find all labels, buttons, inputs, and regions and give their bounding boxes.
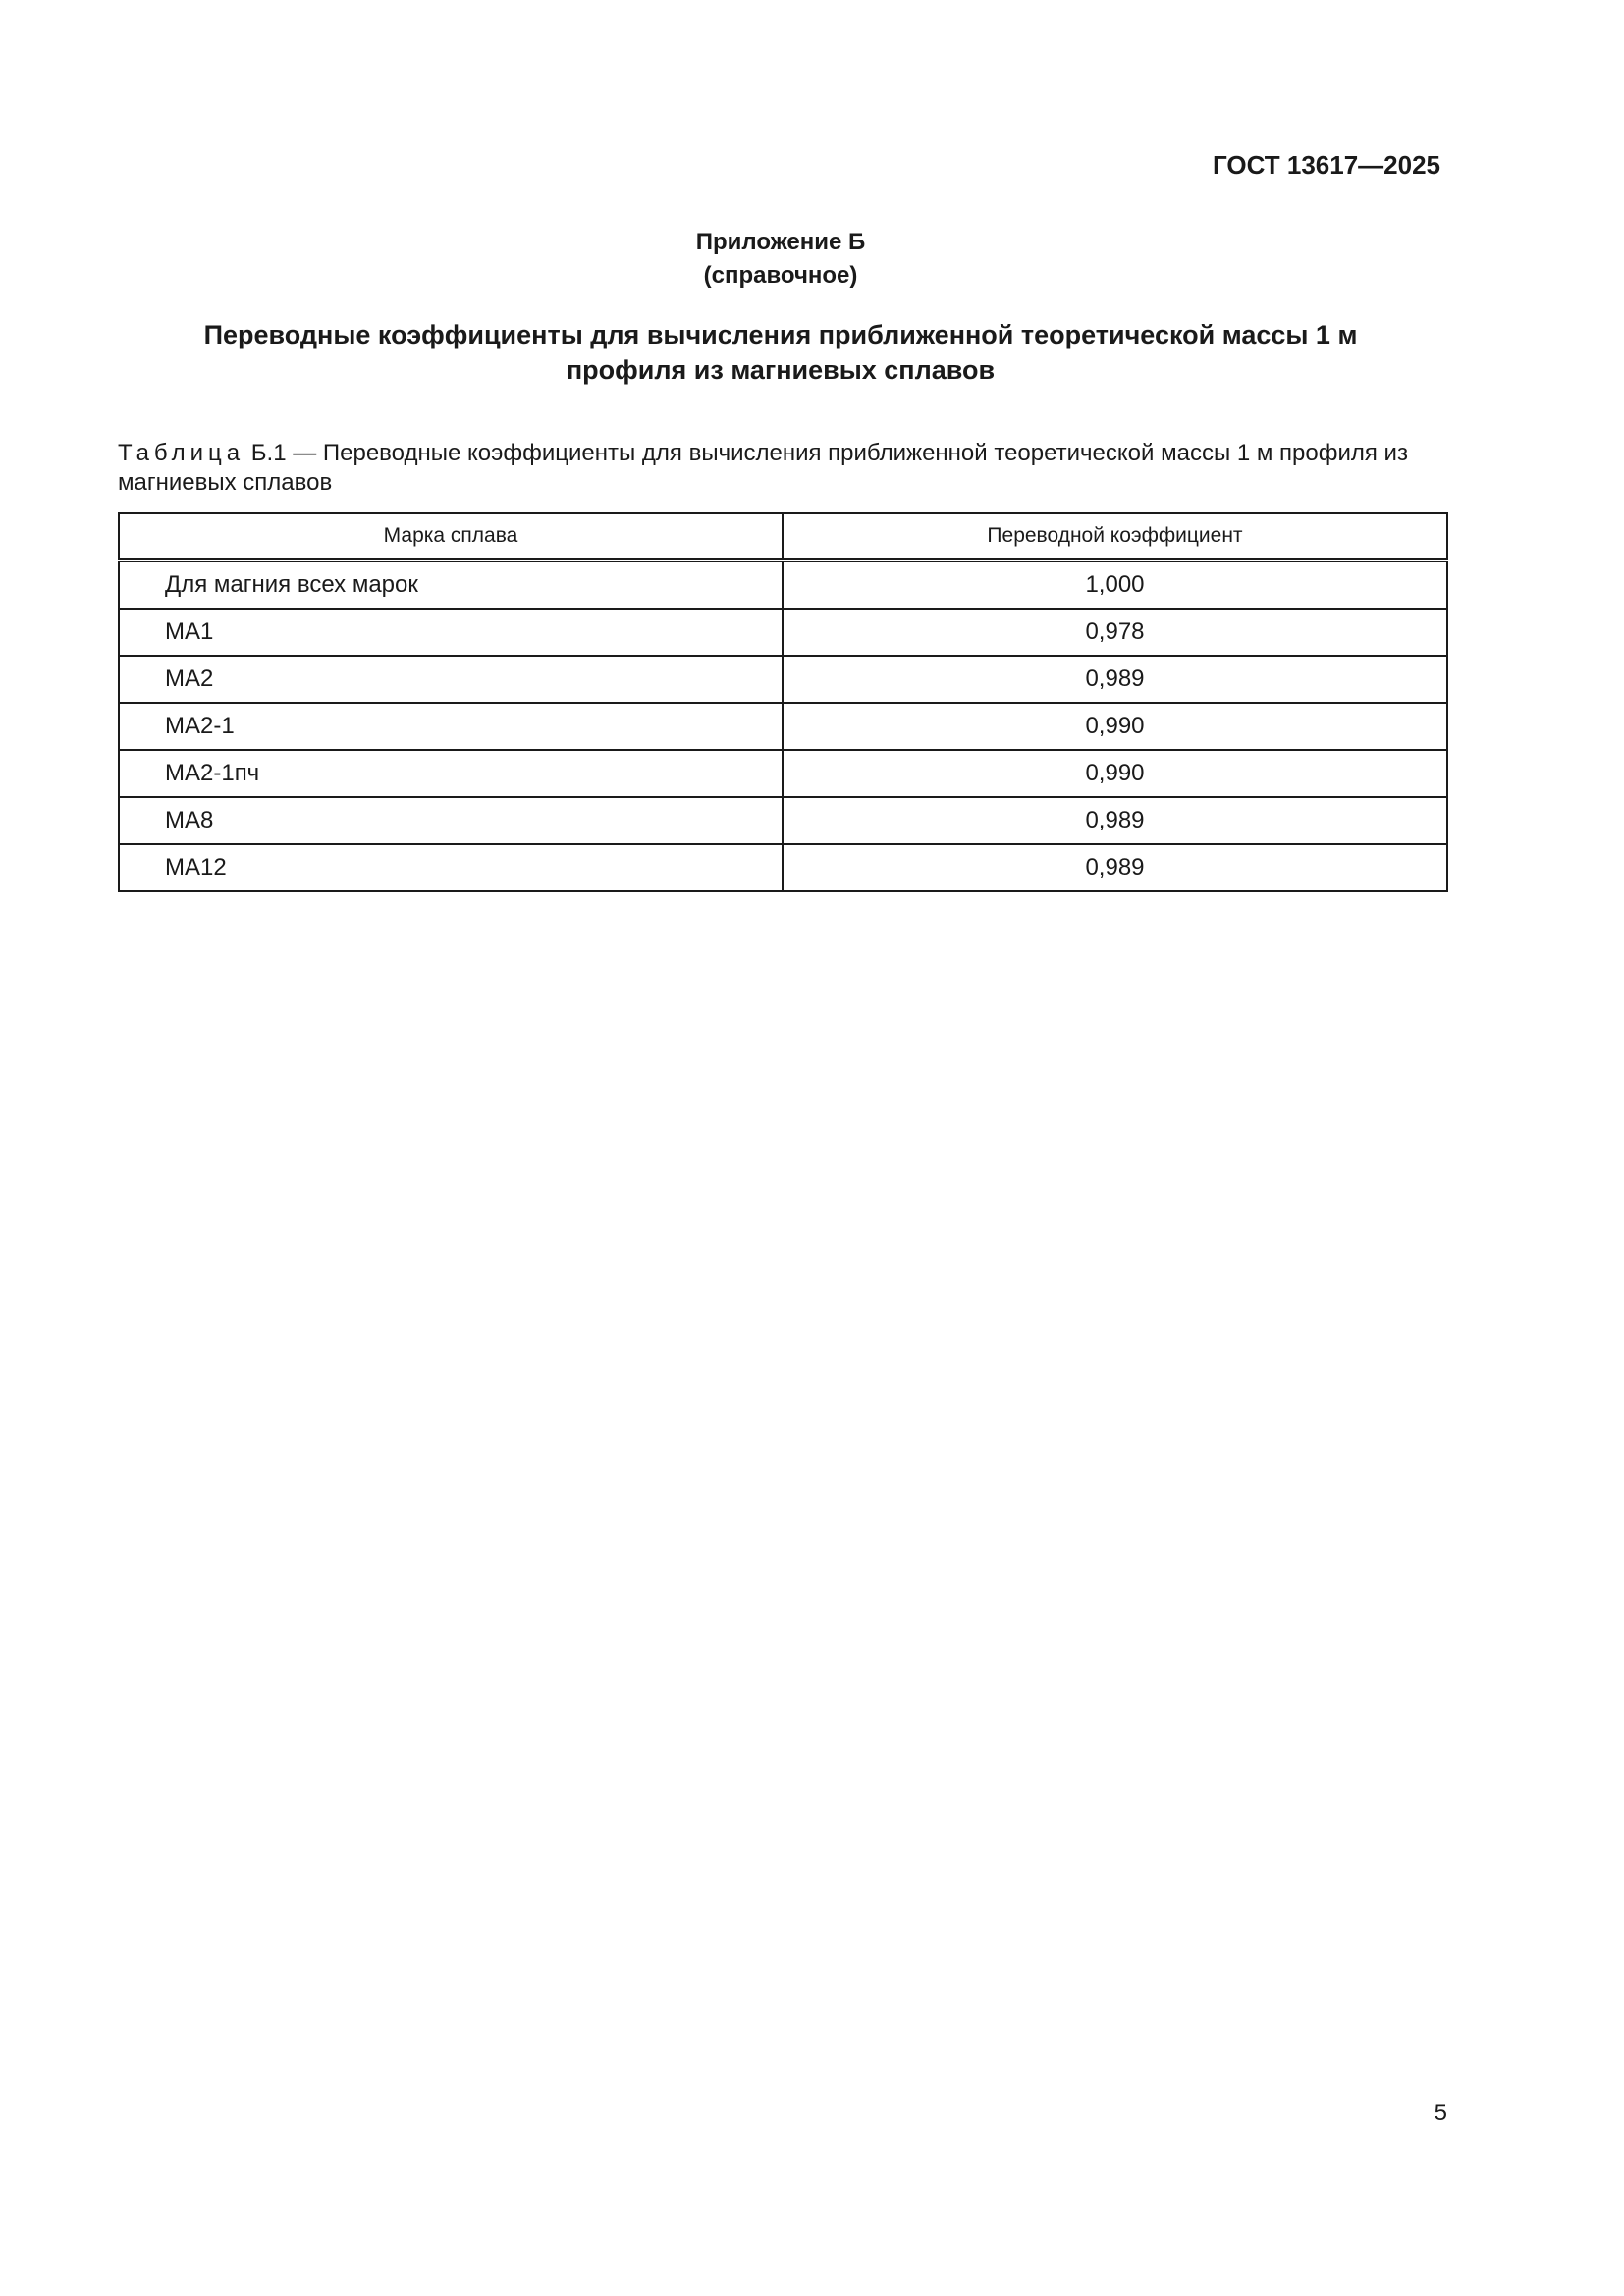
grade-cell: МА2 — [119, 656, 783, 703]
table-row — [119, 750, 1447, 797]
column-header-coefficient: Переводной коэффициент — [783, 513, 1447, 561]
table-header-row — [119, 513, 1447, 561]
appendix-title: Приложение Б — [695, 229, 866, 255]
grade-cell: Для магния всех марок — [119, 561, 783, 610]
coefficient-cell: 1,000 — [783, 561, 1447, 610]
appendix-type: (справочное) — [703, 262, 858, 289]
table-row — [119, 797, 1447, 844]
grade-cell: МА8 — [119, 797, 783, 844]
table-row — [119, 844, 1447, 891]
section-heading: Переводные коэффициенты для вычисления приближенной теоретической массы 1 м профиля из магниевых сплавов — [203, 320, 1358, 385]
grade-cell: МА2-1пч — [119, 750, 783, 797]
coefficient-cell: 0,989 — [783, 656, 1447, 703]
table-row — [119, 561, 1447, 610]
page-number: 5 — [1434, 2100, 1447, 2126]
coefficient-cell: 0,978 — [783, 609, 1447, 656]
coefficient-table — [118, 512, 1448, 892]
grade-cell: МА12 — [119, 844, 783, 891]
column-header-grade: Марка сплава — [119, 513, 783, 561]
table-row — [119, 656, 1447, 703]
table-caption — [118, 439, 1449, 498]
table-row — [119, 703, 1447, 750]
appendix-header — [0, 226, 1561, 293]
table-row — [119, 609, 1447, 656]
table-caption-text: Б.1 — Переводные коэффициенты для вычисления приближенной теоретической массы 1 м профиля из магниевых сплавов — [118, 440, 1408, 496]
coefficient-cell: 0,990 — [783, 703, 1447, 750]
table-caption-label: Таблица — [118, 440, 245, 466]
coefficient-cell: 0,989 — [783, 797, 1447, 844]
document-code: ГОСТ 13617—2025 — [1213, 150, 1440, 180]
coefficient-cell: 0,990 — [783, 750, 1447, 797]
coefficient-cell: 0,989 — [783, 844, 1447, 891]
grade-cell: МА2-1 — [119, 703, 783, 750]
grade-cell: МА1 — [119, 609, 783, 656]
